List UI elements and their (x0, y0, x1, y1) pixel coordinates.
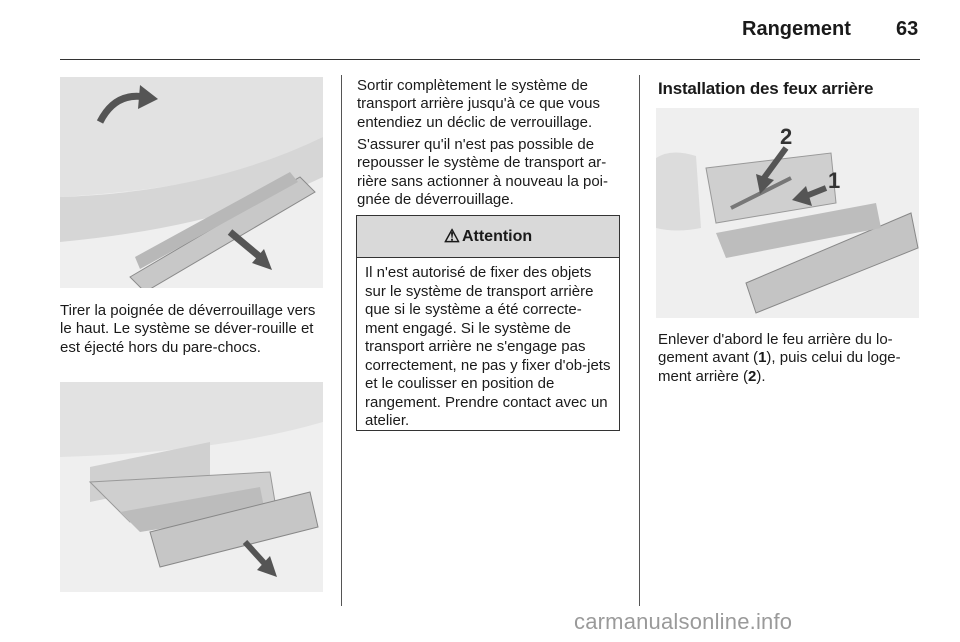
callout-2: 2 (780, 124, 793, 149)
unlock-instructions: Tirer la poignée de déverrouillage vers le haut. Le système se déver-rouille et est éjecté hors du pare-chocs. (60, 302, 316, 356)
ref-2: 2 (748, 367, 757, 385)
section-title: Installation des feux arrière (658, 79, 874, 98)
warning-icon: ⚠ (443, 226, 460, 246)
attention-text: Il n'est autorisé de fixer des objets sur le système de transport arrière que si le système a été correcte-ment engagé. Si le système de transport arrière ne s'engage pas correctement, ne pas y fixer d'ob-jets et le coulisser en position de rangement. Prendre contact avec un atelier. (365, 264, 611, 429)
illustration-tail-lights (656, 108, 919, 318)
watermark: carmanualsonline.info (574, 609, 793, 634)
attention-header (357, 216, 619, 258)
page-title: Rangement (742, 18, 851, 40)
tail-light-text-a: Enlever d'abord le feu arrière du lo-gement avant ( (658, 331, 893, 367)
callout-1: 1 (828, 168, 841, 193)
ref-1: 1 (758, 349, 767, 367)
tail-light-text-b: ), puis celui du loge-ment arrière ( (658, 349, 901, 385)
lock-check-instructions: S'assurer qu'il n'est pas possible de repousser le système de transport ar-rière sans actionner à nouveau la poi-gnée de déverrouillage. (357, 136, 608, 209)
tail-light-text-c: ). (756, 367, 766, 385)
page-number: 63 (896, 18, 919, 40)
attention-box (356, 215, 620, 431)
header-rule (60, 59, 920, 60)
illustration-unlock-handle (60, 77, 323, 288)
illustration-carrier-ejected (60, 382, 323, 592)
tail-light-instructions (658, 331, 924, 386)
attention-heading: Attention (461, 227, 533, 245)
pull-out-instructions: Sortir complètement le système de transport arrière jusqu'à ce que vous entendiez un déclic de verrouillage. (357, 77, 600, 131)
column-divider-right (639, 75, 640, 606)
column-divider-left (341, 75, 342, 606)
